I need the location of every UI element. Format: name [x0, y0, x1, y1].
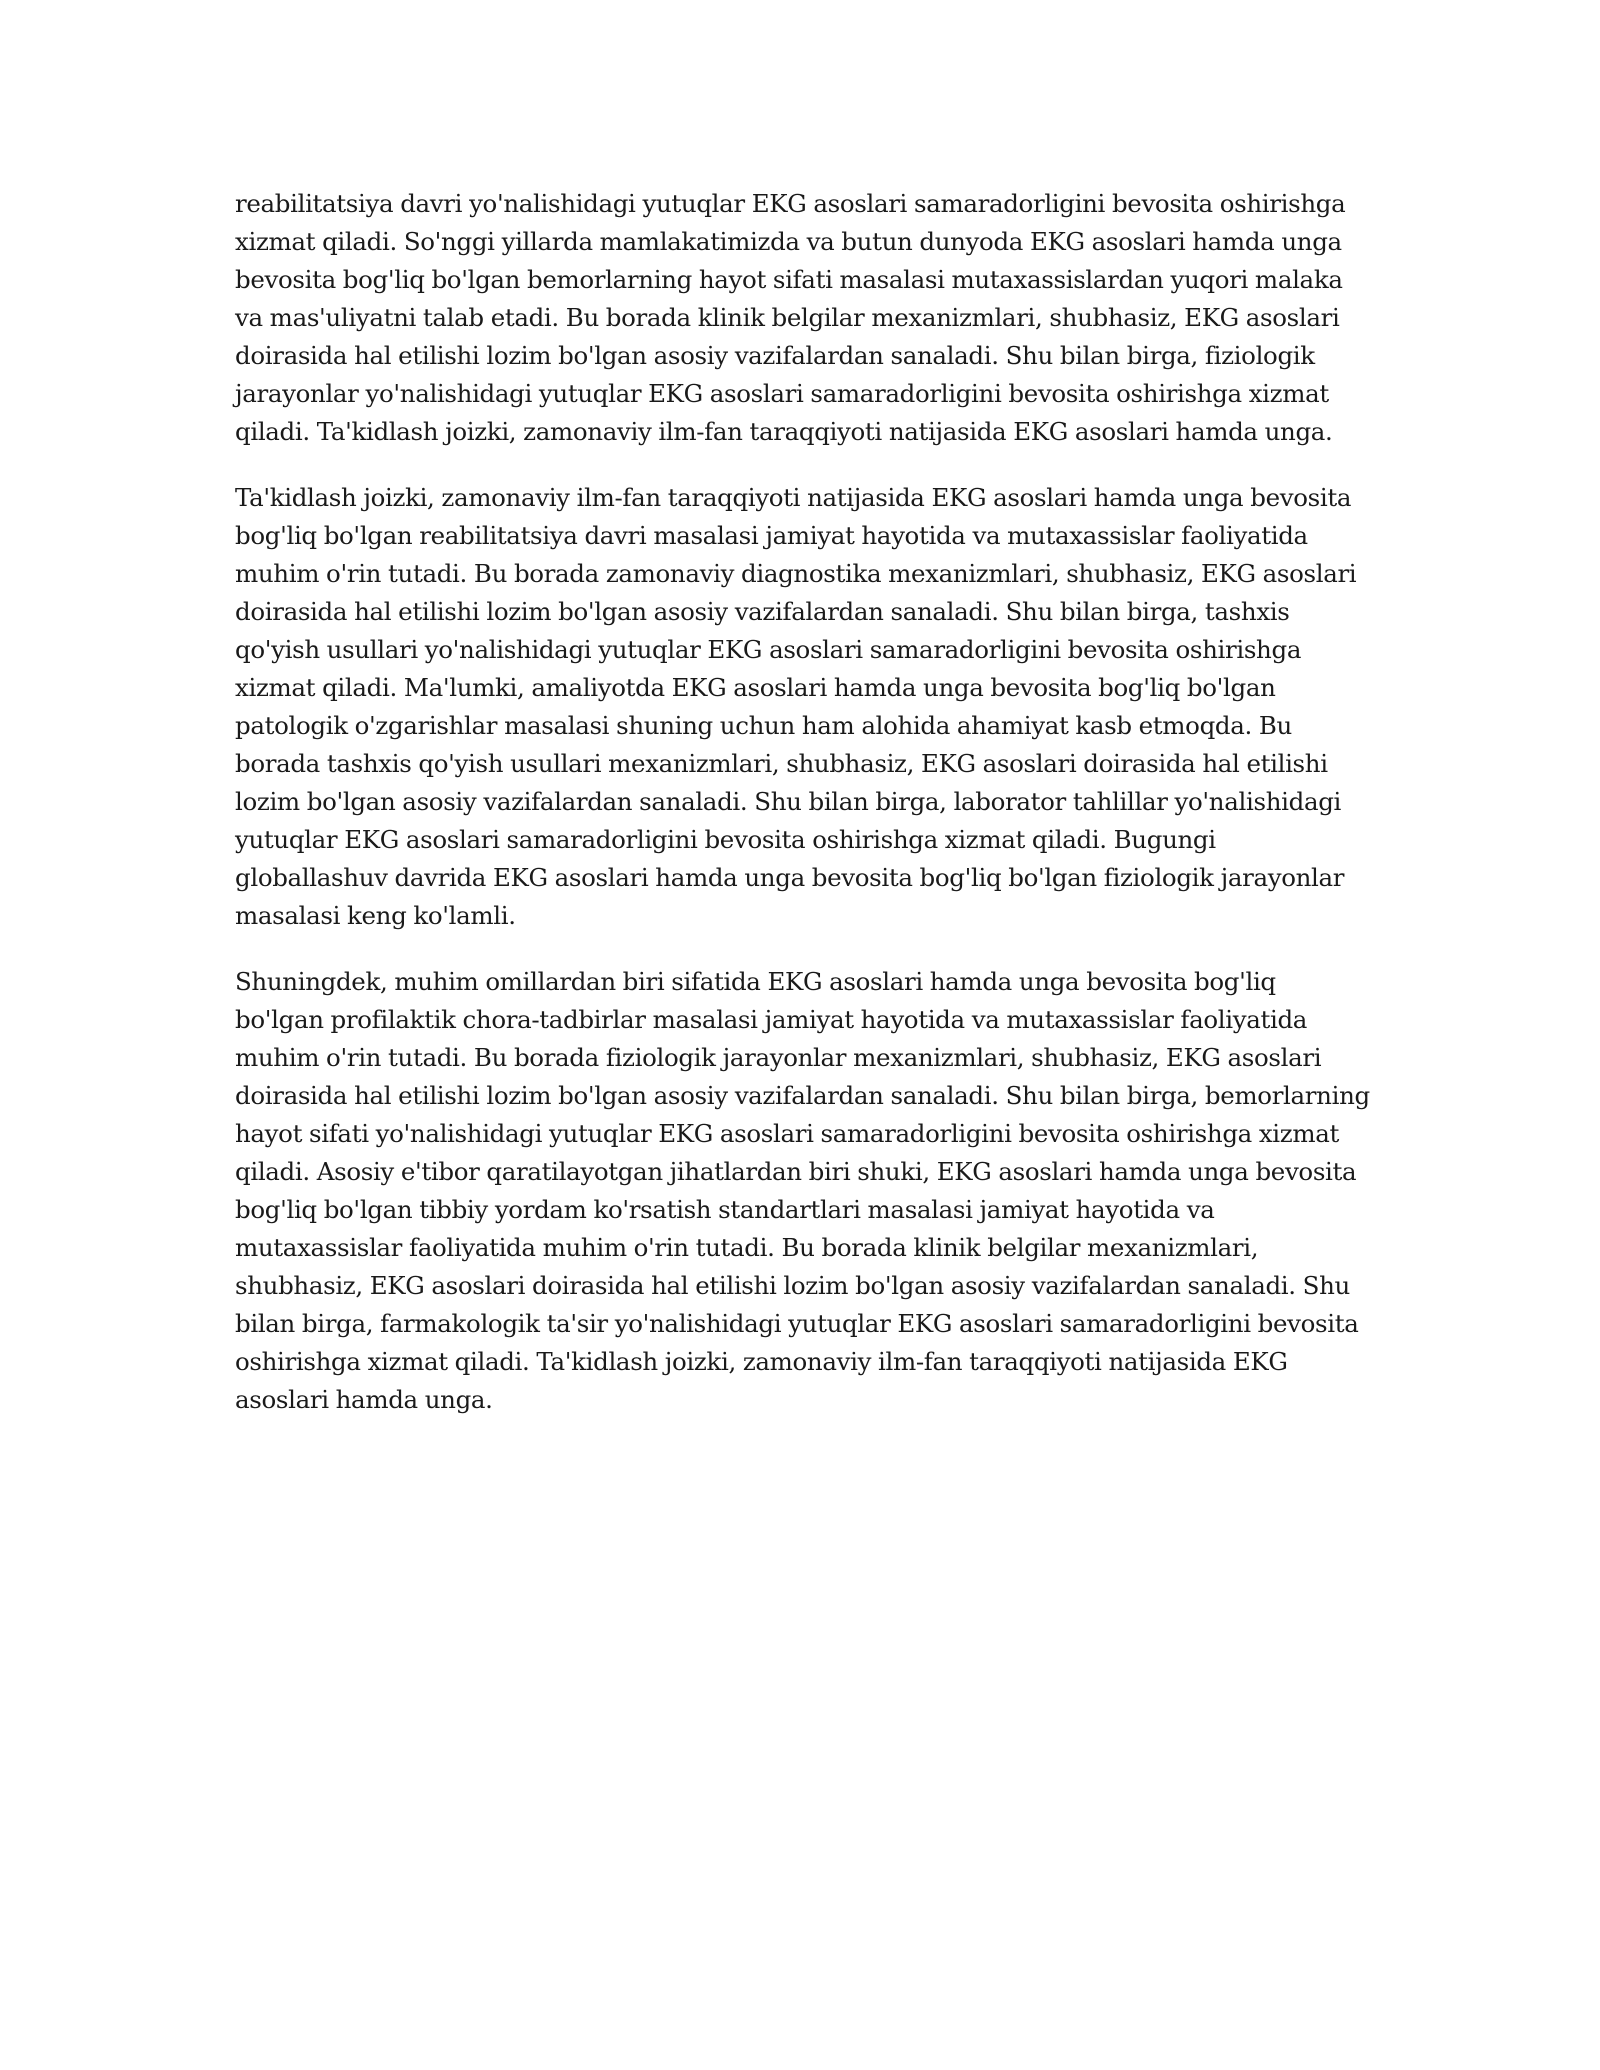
paragraph-1: reabilitatsiya davri yo'nalishidagi yutuqlar EKG asoslari samaradorligini bevosita oshirishga xizmat qiladi. So'nggi yillarda mamlakatimizda va butun dunyoda EKG asoslari hamda unga bevosita bog'liq bo'lgan bemorlarning hayot sifati masalasi mutaxassislardan yuqori malaka va mas'uliyatni talab etadi. Bu borada klinik belgilar mexanizmlari, shubhasiz, EKG asoslari doirasida hal etilishi lozim bo'lgan asosiy vazifalardan sanaladi. Shu bilan birga, fiziologik jarayonlar yo'nalishidagi yutuqlar EKG asoslari samaradorligini bevosita oshirishga xizmat qiladi. Ta'kidlash joizki, zamonaviy ilm-fan taraqqiyoti natijasida EKG asoslari hamda unga. — [235, 189, 1346, 446]
paragraph-2: Ta'kidlash joizki, zamonaviy ilm-fan taraqqiyoti natijasida EKG asoslari hamda unga bevosita bog'liq bo'lgan reabilitatsiya davri masalasi jamiyat hayotida va mutaxassislar faoliyatida muhim o'rin tutadi. Bu borada zamonaviy diagnostika mexanizmlari, shubhasiz, EKG asoslari doirasida hal etilishi lozim bo'lgan asosiy vazifalardan sanaladi. Shu bilan birga, tashxis qo'yish usullari yo'nalishidagi yutuqlar EKG asoslari samaradorligini bevosita oshirishga xizmat qiladi. Ma'lumki, amaliyotda EKG asoslari hamda unga bevosita bog'liq bo'lgan patologik o'zgarishlar masalasi shuning uchun ham alohida ahamiyat kasb etmoqda. Bu borada tashxis qo'yish usullari mexanizmlari, shubhasiz, EKG asoslari doirasida hal etilishi lozim bo'lgan asosiy vazifalardan sanaladi. Shu bilan birga, laborator tahlillar yo'nalishidagi yutuqlar EKG asoslari samaradorligini bevosita oshirishga xizmat qiladi. Bugungi globallashuv davrida EKG asoslari hamda unga bevosita bog'liq bo'lgan fiziologik jarayonlar masalasi keng ko'lamli. — [235, 483, 1357, 930]
document-body — [235, 185, 1370, 1447]
paragraph-3: Shuningdek, muhim omillardan biri sifatida EKG asoslari hamda unga bevosita bog'liq bo'lgan profilaktik chora-tadbirlar masalasi jamiyat hayotida va mutaxassislar faoliyatida muhim o'rin tutadi. Bu borada fiziologik jarayonlar mexanizmlari, shubhasiz, EKG asoslari doirasida hal etilishi lozim bo'lgan asosiy vazifalardan sanaladi. Shu bilan birga, bemorlarning hayot sifati yo'nalishidagi yutuqlar EKG asoslari samaradorligini bevosita oshirishga xizmat qiladi. Asosiy e'tibor qaratilayotgan jihatlardan biri shuki, EKG asoslari hamda unga bevosita bog'liq bo'lgan tibbiy yordam ko'rsatish standartlari masalasi jamiyat hayotida va mutaxassislar faoliyatida muhim o'rin tutadi. Bu borada klinik belgilar mexanizmlari, shubhasiz, EKG asoslari doirasida hal etilishi lozim bo'lgan asosiy vazifalardan sanaladi. Shu bilan birga, farmakologik ta'sir yo'nalishidagi yutuqlar EKG asoslari samaradorligini bevosita oshirishga xizmat qiladi. Ta'kidlash joizki, zamonaviy ilm-fan taraqqiyoti natijasida EKG asoslari hamda unga. — [235, 967, 1370, 1414]
